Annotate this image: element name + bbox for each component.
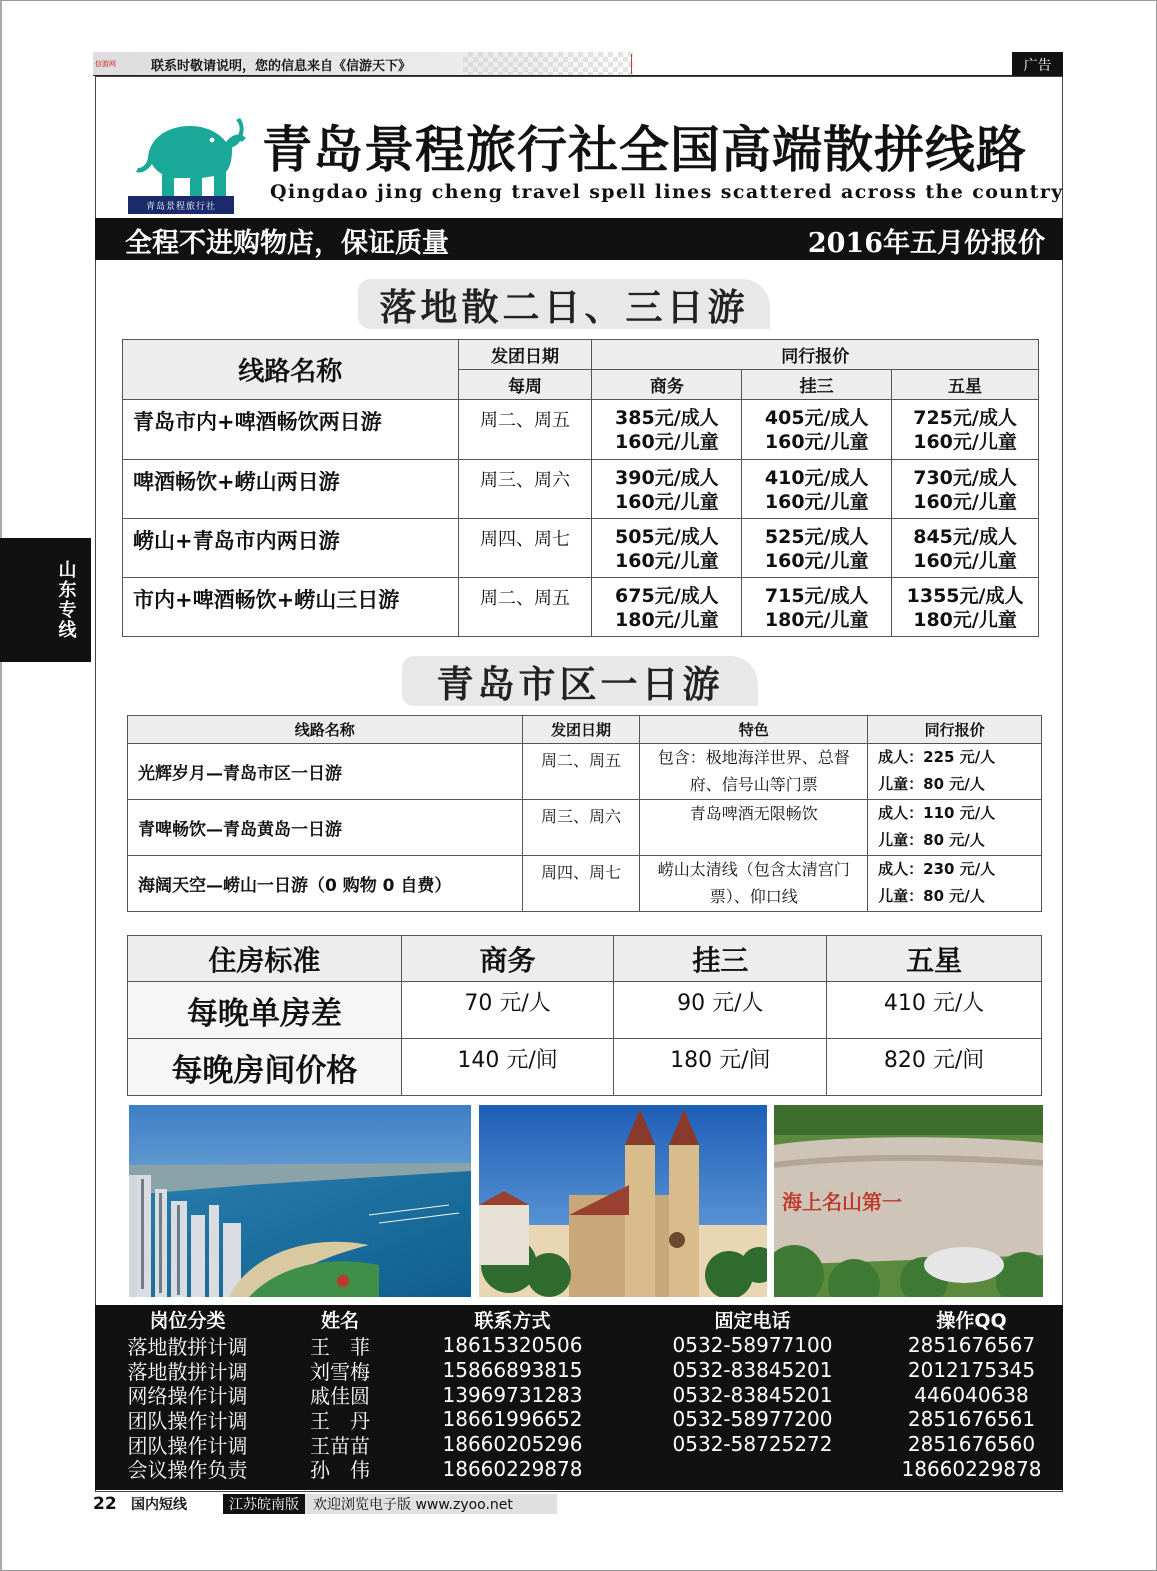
page-subtitle-en: Qingdao jing cheng travel spell lines scattered across the country (270, 181, 1064, 203)
housing-header: 挂三 (614, 936, 827, 982)
table-row (123, 519, 1039, 578)
housing-row-label: 每晚单房差 (128, 982, 402, 1039)
route-name: 海阔天空—崂山一日游（0 购物 0 自费） (128, 856, 523, 912)
section2-title: 青岛市区一日游 (402, 656, 758, 706)
route-name: 青啤畅饮—青岛黄岛一日游 (128, 800, 523, 856)
footer-section: 国内短线 (131, 1497, 187, 1513)
price-five-star: 1355元/成人 180元/儿童 (892, 578, 1039, 637)
header-five-star: 五星 (892, 370, 1039, 400)
departure-days: 周二、周五 (458, 400, 592, 460)
price-business: 390元/成人 160元/儿童 (592, 460, 742, 519)
laoshan-rock-photo (774, 1105, 1043, 1297)
route-feature: 青岛啤酒无限畅饮 (640, 800, 868, 856)
source-notice: 联系时敬请说明，您的信息来自《信游天下》 (151, 58, 412, 74)
housing-value: 410 元/人 (827, 982, 1042, 1039)
route-price: 成人：230 元/人 儿童：80 元/人 (868, 856, 1042, 912)
price-three-star: 410元/成人 160元/儿童 (742, 460, 892, 519)
day-tour-table (127, 715, 1042, 912)
housing-header: 住房标准 (128, 936, 402, 982)
top-bar (93, 52, 1063, 76)
route-price: 成人：225 元/人 儿童：80 元/人 (868, 744, 1042, 800)
page-number: 22 (93, 1494, 117, 1514)
housing-header: 五星 (827, 936, 1042, 982)
logo-caption: 青岛景程旅行社 (128, 196, 234, 214)
housing-value: 90 元/人 (614, 982, 827, 1039)
housing-row-label: 每晚房间价格 (128, 1039, 402, 1096)
price-business: 505元/成人 160元/儿童 (592, 519, 742, 578)
ad-tag: 广告 (1012, 52, 1063, 77)
header-business: 商务 (592, 370, 742, 400)
contact-row: 团队操作计调 王苗苗 18660205296 0532-58725272 2851676560 (127, 1432, 1036, 1458)
departure-days: 周三、周六 (522, 800, 640, 856)
housing-value: 820 元/间 (827, 1039, 1042, 1096)
header-date: 发团日期 (458, 340, 592, 370)
section1-title: 落地散二日、三日游 (358, 279, 770, 329)
route-name: 光辉岁月—青岛市区一日游 (128, 744, 523, 800)
departure-days: 周四、周七 (458, 519, 592, 578)
slogan-bar (95, 218, 1063, 260)
departure-days: 周二、周五 (458, 578, 592, 637)
page-title: 青岛景程旅行社全国高端散拼线路 (262, 120, 1027, 179)
table-row (128, 1039, 1042, 1096)
departure-days: 周三、周六 (458, 460, 592, 519)
table-row (128, 982, 1042, 1039)
contact-table (95, 1305, 1063, 1490)
website-link[interactable]: 欢迎浏览电子版 www.zyoo.net (305, 1494, 557, 1514)
contact-header-row: 岗位分类 姓名 联系方式 固定电话 操作QQ (149, 1309, 1007, 1332)
housing-value: 70 元/人 (401, 982, 614, 1039)
edition-label: 江苏皖南版 (223, 1494, 305, 1514)
price-five-star: 725元/成人 160元/儿童 (892, 400, 1039, 460)
departure-days: 周二、周五 (522, 744, 640, 800)
table-row (123, 400, 1039, 460)
price-business: 675元/成人 180元/儿童 (592, 578, 742, 637)
contact-row: 网络操作计调 戚佳圆 13969731283 0532-83845201 446040638 (127, 1382, 1029, 1409)
st-michael-cathedral-photo (479, 1105, 767, 1297)
table-row (123, 578, 1039, 637)
price-date: 2016年五月份报价 (807, 228, 1045, 259)
header-feature: 特色 (640, 716, 868, 744)
mini-logo: 信游网 (95, 60, 116, 68)
route-feature: 崂山太清线（包含太清宫门票）、仰口线 (640, 856, 868, 912)
qingdao-coast-photo (129, 1105, 471, 1297)
header-weekly: 每周 (458, 370, 592, 400)
header-date: 发团日期 (522, 716, 640, 744)
route-name: 啤酒畅饮+崂山两日游 (123, 460, 459, 519)
slogan: 全程不进购物店，保证质量 (125, 228, 449, 259)
rock-inscription: 海上名山第一 (782, 1190, 902, 1214)
header-price: 同行报价 (592, 340, 1039, 370)
multi-day-tour-table (122, 339, 1039, 637)
route-price: 成人：110 元/人 儿童：80 元/人 (868, 800, 1042, 856)
table-row (128, 856, 1042, 912)
price-three-star: 715元/成人 180元/儿童 (742, 578, 892, 637)
route-name: 崂山+青岛市内两日游 (123, 519, 459, 578)
route-name: 青岛市内+啤酒畅饮两日游 (123, 400, 459, 460)
housing-value: 180 元/间 (614, 1039, 827, 1096)
housing-header: 商务 (401, 936, 614, 982)
housing-value: 140 元/间 (401, 1039, 614, 1096)
route-name: 市内+啤酒畅饮+崂山三日游 (123, 578, 459, 637)
contact-row: 落地散拼计调 刘雪梅 15866893815 0532-83845201 2012175345 (127, 1358, 1036, 1384)
price-five-star: 845元/成人 160元/儿童 (892, 519, 1039, 578)
price-business: 385元/成人 160元/儿童 (592, 400, 742, 460)
route-feature: 包含：极地海洋世界、总督府、信号山等门票 (640, 744, 868, 800)
departure-days: 周四、周七 (522, 856, 640, 912)
header-route: 线路名称 (123, 340, 459, 400)
price-three-star: 405元/成人 160元/儿童 (742, 400, 892, 460)
price-three-star: 525元/成人 160元/儿童 (742, 519, 892, 578)
price-five-star: 730元/成人 160元/儿童 (892, 460, 1039, 519)
contact-row: 会议操作负责 孙 伟 18660229878 18660229878 (127, 1456, 1042, 1483)
table-row (123, 460, 1039, 519)
header-route: 线路名称 (128, 716, 523, 744)
header-price: 同行报价 (868, 716, 1042, 744)
side-tab: 山东专线 (0, 538, 91, 662)
housing-table (127, 935, 1042, 1096)
contact-row: 落地散拼计调 王 菲 18615320506 0532-58977100 2851676567 (127, 1333, 1036, 1359)
table-row (128, 800, 1042, 856)
header-three-star: 挂三 (742, 370, 892, 400)
page-footer (93, 1493, 557, 1515)
table-row (128, 744, 1042, 800)
contact-row: 团队操作计调 王 丹 18661996652 0532-58977200 2851676561 (127, 1407, 1036, 1433)
